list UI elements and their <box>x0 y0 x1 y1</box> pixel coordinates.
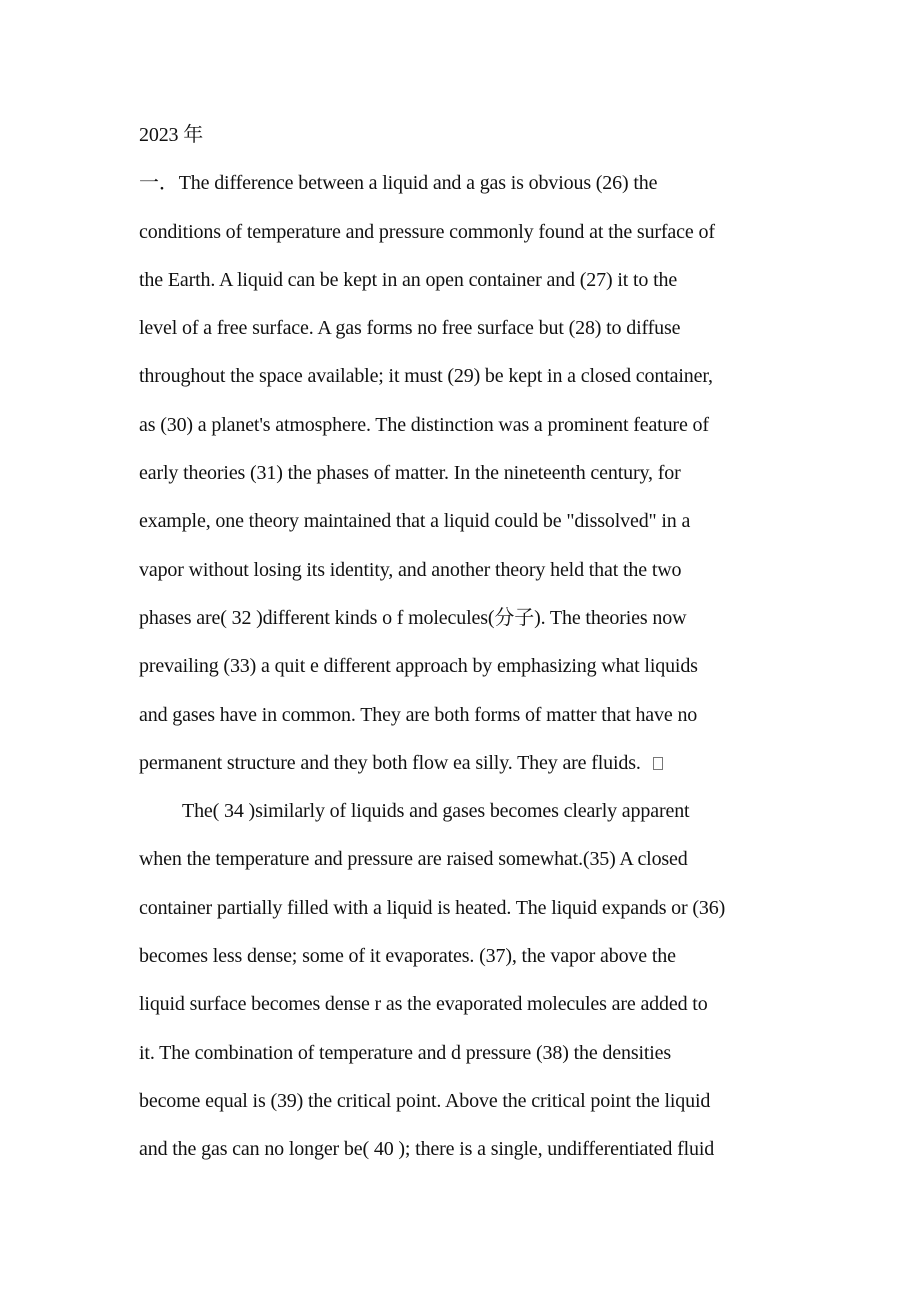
paragraph-line: example, one theory maintained that a liquid could be "dissolved" in a <box>139 510 691 533</box>
paragraph-line: and gases have in common. They are both forms of matter that have no <box>139 703 698 726</box>
paragraph-line: conditions of temperature and pressure commonly found at the surface of <box>139 220 715 243</box>
missing-glyph-icon <box>653 757 663 770</box>
paragraph-line-text: permanent structure and they both flow ea silly. They are fluids. <box>139 751 641 774</box>
paragraph-line: and the gas can no longer be( 40 ); there is a single, undifferentiated fluid <box>139 1138 715 1161</box>
paragraph-line: as (30) a planet's atmosphere. The distinction was a prominent feature of <box>139 413 709 436</box>
paragraph-line: prevailing (33) a quit e different approach by emphasizing what liquids <box>139 655 698 678</box>
paragraph-line: liquid surface becomes dense r as the evaporated molecules are added to <box>139 993 708 1016</box>
paragraph-line: becomes less dense; some of it evaporates. (37), the vapor above the <box>139 945 676 968</box>
paragraph-line-end <box>139 745 799 793</box>
paragraph-line: The( 34 )similarly of liquids and gases becomes clearly apparent <box>182 800 690 823</box>
paragraph-line: become equal is (39) the critical point. Above the critical point the liquid <box>139 1089 711 1112</box>
paragraph-line: 一．The difference between a liquid and a gas is obvious (26) the <box>139 172 658 195</box>
paragraph-line: throughout the space available; it must (29) be kept in a closed container, <box>139 365 713 388</box>
paragraph-line: early theories (31) the phases of matter. In the nineteenth century, for <box>139 462 681 485</box>
document-body <box>139 117 799 1180</box>
paragraph-line: the Earth. A liquid can be kept in an open container and (27) it to the <box>139 268 678 291</box>
paragraph-line: when the temperature and pressure are raised somewhat.(35) A closed <box>139 848 688 871</box>
paragraph-line: level of a free surface. A gas forms no free surface but (28) to diffuse <box>139 317 681 340</box>
year-heading: 2023 年 <box>139 124 204 146</box>
paragraph-line: phases are( 32 )different kinds o f molecules(分子). The theories now <box>139 606 687 629</box>
paragraph-line: vapor without losing its identity, and another theory held that the two <box>139 558 682 581</box>
paragraph-line: container partially filled with a liquid is heated. The liquid expands or (36) <box>139 896 726 919</box>
paragraph-line: it. The combination of temperature and d pressure (38) the densities <box>139 1041 672 1064</box>
